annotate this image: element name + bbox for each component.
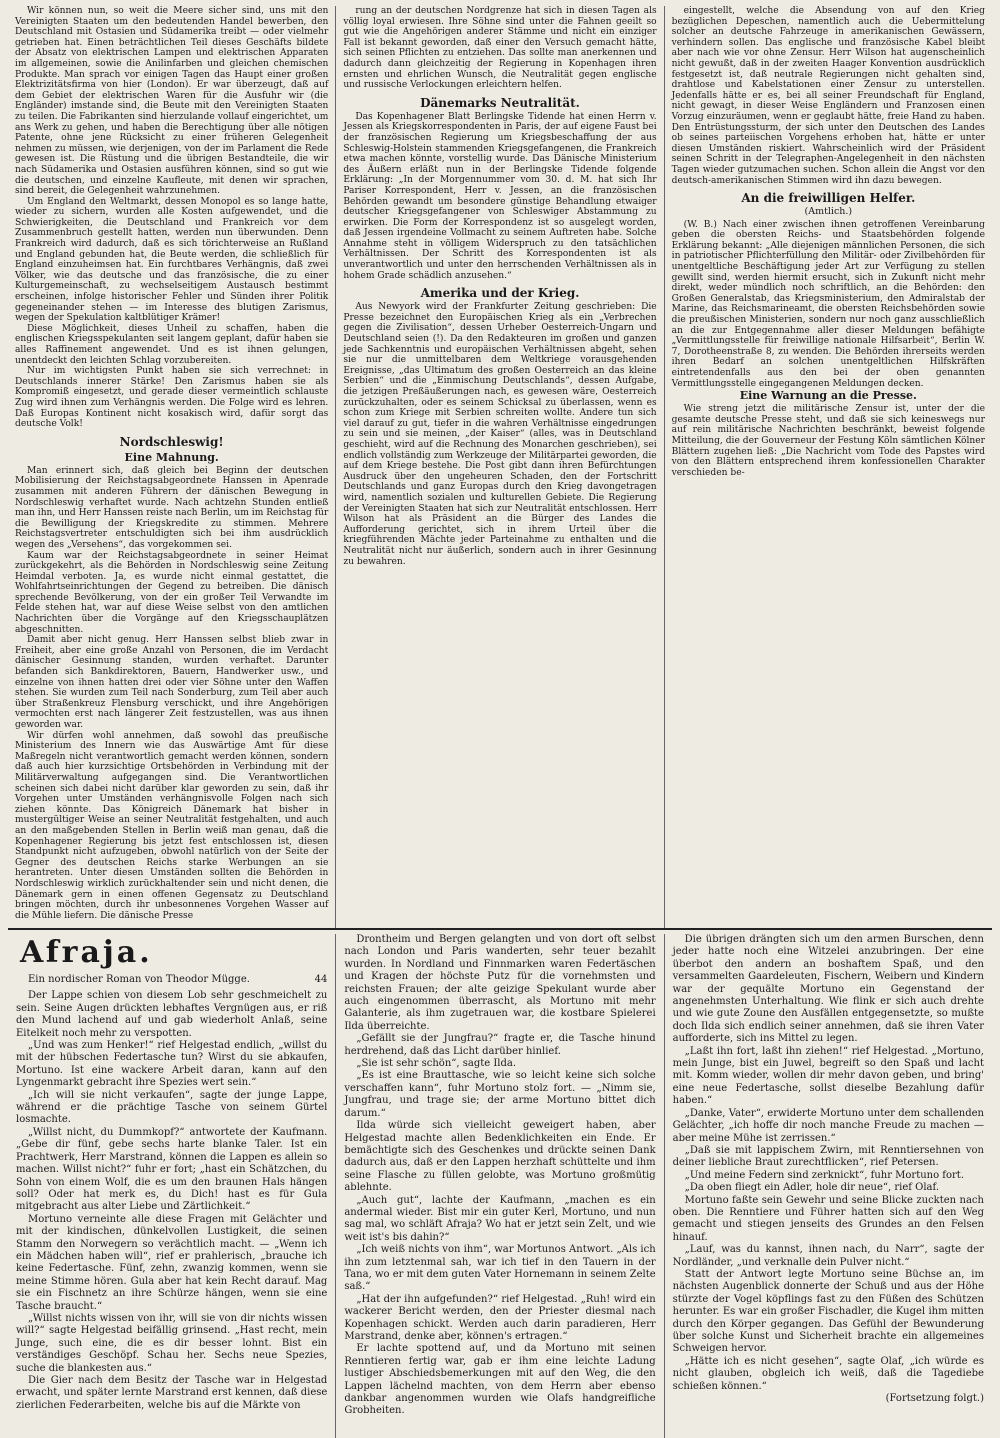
paragraph: Wir können nun, so weit die Meere sicher sind, uns mit den Vereinigten Staaten um den bedeutenden Handel bewerben, den Deutschland mit Ostasien und Südamerika treibt — oder vielmehr getrieben hat. Einen beträchtlichen Teil dieses Geschäfts bildete der Absatz von elektrischen Lampen und elektrischen Apparaten im allgemeinen, sowie die Anilinfarben und gleichen chemischen Produkte. Man sprach vor einigen Tagen das Haupt einer großen Elektrizitätsfirma von hier (London). Er war überzeugt, daß auf dem Gebiet der elektrischen Waren für die Ausfuhr wir (die Engländer) imstande sind, die Beute mit den Vereinigten Staaten zu teilen. Die Fabrikanten sind hierzulande vollauf eingerichtet, um ans Werk zu gehen, und haben die Berechtigung über alle nötigen Patente, ohne jene Rücksicht zu einer früheren Gelegenheit nehmen zu müssen, wie derjenigen, von der im Parlament die Rede gewesen ist. Die Rüstung und die übrigen Bestandteile, die wir nach Südamerika und Ostasien ausführen können, sind so gut wie die deutschen, und einzelne Kaufleute, mit denen wir sprachen, sind bereit, die Gelegenheit wahrzunehmen. (15, 6, 329, 197)
continuation-note: (Fortsetzung folgt.) (885, 1393, 984, 1405)
article-heading: Eine Warnung an die Presse. (739, 389, 917, 403)
novel-column-2 (335, 934, 663, 1438)
paragraph: Er lachte spottend auf, und da Mortuno mit seinen Renntieren fertig war, gab er ihm eine leichte Ladung lustiger Abschiedsbemerkungen mit auf den Weg, die den Lappen lächelnd machten, von dem Herrn aber ebenso dankbar angenommen wurden wie Olafs handgreifliche Grobheiten. (344, 1343, 656, 1417)
paragraph: „Daß sie mit lappischem Zwirn, mit Renntiersehnen von deiner liebliche Braut zurechtflicken“, rief Petersen. (672, 1144, 984, 1169)
novel-title: Afraja. (20, 935, 153, 970)
paragraph: Um England den Weltmarkt, dessen Monopol es so lange hatte, wieder zu sichern, wurden alle Kosten aufgewendet, und die Schwierigkeiten, die Deutschland und Frankreich vor dem Zusammenbruch gestellt hatten, werden nun überwunden. Denn Frankreich wird dadurch, daß es sich törichterweise an Rußland und England gebunden hat, die Beute werden, die schließlich für England einzuheimsen hat. Ein furchtbares Verhängnis, daß zwei Völker, wie das deutsche und das französische, die zu einer Kulturgemeinschaft, zu wechselseitigem Austausch bestimmt erscheinen, infolge historischer Fehler und Sünden ihrer Politik gegeneinander stehen — im Interesse des blutigen Zarismus, wegen der Spekulation kaltblütiger Krämer! (15, 196, 329, 324)
right-column (664, 6, 992, 928)
news-section (8, 6, 992, 930)
paragraph: „Hätte ich es nicht gesehen“, sagte Olaf, „ich würde es nicht glauben, obgleich ich weiß, daß die Tagediebe schießen können.“ (672, 1355, 984, 1392)
paragraph: „Auch gut“, lachte der Kaufmann, „machen es ein andermal wieder. Bist mir ein guter Kerl, Mortuno, und nun sag mal, wo schläft Afraja? Wo hat er jetzt sein Zelt, und wie weit ist's bis dahin?“ (344, 1194, 656, 1243)
paragraph: Die Gier nach dem Besitz der Tasche war in Helgestad erwacht, und später lernte Marstrand erst kennen, daß diese zierlichen Federarbeiten, welche bis auf die Märkte von (16, 1375, 328, 1411)
paragraph: Das Kopenhagener Blatt Berlingske Tidende hat einen Herrn v. Jessen als Kriegskorrespondenten in Paris, der auf eigene Faust bei der französischen Regierung um Kriegsbeschaffung der aus Schleswig-Holstein stammenden Kriegsgefangenen, die Frankreich etwa machen könnte, vorstellig wurde. Das Dänische Ministerium des Äußern erläßt nun in der Berlingske Tidende folgende Erklärung: „In der Morgennummer vom 30. d. M. hat sich Ihr Pariser Korrespondent, Herr v. Jessen, an die französischen Behörden gewandt um besondere günstige Behandlung etwaiger deutscher Kriegsgefangener von Schleswiger Abstammung zu erwirken. Die Form der Korrespondenz ist so ausgelegt worden, daß Jessen irgendeine Vollmacht zu seinem Auftreten habe. Solche Annahme steht in völligem Widerspruch zu den tatsächlichen Verhältnissen. Der Schritt des Korrespondenten ist als unverantwortlich und unter den herrschenden Verhältnissen als in hohem Grade schädlich anzusehen.“ (343, 111, 657, 281)
paragraph: Drontheim und Bergen gelangten und von dort oft selbst nach London und Paris wanderten, sehr teuer bezahlt wurden. In Nordland und Finnmarken waren Federtäschen und Kragen der höchste Putz für die vornehmsten und reichsten Frauen; der alte geizige Spekulant wurde aber auch eingenommen überrascht, als Mortuno mit mehr Galanterie, als ihm zugetrauen war, die kostbare Spielerei Ilda überreichte. (344, 934, 656, 1032)
paragraph: „Danke, Vater“, erwiderte Mortuno unter dem schallenden Gelächter, „ich hoffe dir noch manche Freude zu machen — aber meine Mühe ist zerrissen.“ (672, 1107, 984, 1144)
paragraph: „Ich will sie nicht verkaufen“, sagte der junge Lappe, während er die prächtige Tasche von seinem Gürtel losmachte. (16, 1089, 328, 1126)
novel-byline (16, 974, 327, 986)
paragraph: Statt der Antwort legte Mortuno seine Büchse an, im nächsten Augenblick donnerte der Schuß und aus der Höhe stürzte der Vogel köpflings fast zu den Füßen des Schützen herunter. Es war ein großer Fischadler, die Kugel ihm mitten durch den Körper gegangen. Das Gefühl der Bewunderung über solche Kunst und Sicherheit brachte ein allgemeines Schweigen hervor. (672, 1268, 984, 1355)
paragraph: Mortuno verneinte alle diese Fragen mit Gelächter und mit der kindischen, dünkelvollen Lustigkeit, die seinen Stamm den Norwegern so verächtlich macht. — „Wenn ich ein Mädchen haben will“, rief er prahlerisch, „brauche ich keine Federtasche. Fünf, zehn, zwanzig kommen, wenn sie meine Stimme hören. Gula aber hat kein Recht darauf. Mag sie ein Fischnetz an ihre Schürze hängen, wenn sie eine Tasche braucht.“ (16, 1213, 328, 1312)
paragraph: Die übrigen drängten sich um den armen Burschen, denn jeder hatte noch eine Witzelei anzubringen. Der eine überbot den andern an boshaftem Spaß, und den versammelten Gaardeleuten, Fischern, Weibern und Kindern war der gequälte Mortuno ein Gegenstand der angenehmsten Unterhaltung. Wie flink er sich auch drehte und wie gute Zoune den Ausfällen entgegensetzte, so mußte doch Ilda sich endlich seiner annehmen, daß sie ihren Vater aufforderte, sich ins Mittel zu legen. (672, 934, 984, 1045)
paragraph: „Hat der ihn aufgefunden?“ rief Helgestad. „Ruh! wird ein wackerer Bericht werden, den der Priester diesmal nach Kopenhagen schickt. Werden auch darin paradieren, Herr Marstrand, denke aber, können's ertragen.“ (344, 1293, 656, 1342)
paragraph: „Da oben fliegt ein Adler, hole dir neue“, rief Olaf. (684, 1182, 940, 1194)
paragraph: Nur im wichtigsten Punkt haben sie sich verrechnet: in Deutschlands innerer Stärke! Den Zarismus haben sie als Kompromiß eingesetzt, und gerade dieser vermeintlich schlauste Zug wird ihnen zum Verhängnis werden. Die Folge wird es lehren. Daß Europas Kontinent nicht kosakisch wird, dafür sorgt das deutsche Volk! (15, 366, 329, 430)
paragraph: „Laßt ihn fort, laßt ihn ziehen!“ rief Helgestad. „Mortuno, mein Junge, bist ein Juwel, begreift so den Spaß und lacht mit. Komm wieder, wollen dir mehr davon geben, und bring' eine neue Federtasche, sollst dieselbe Bezahlung dafür haben.“ (672, 1045, 984, 1107)
paragraph: „Ich weiß nichts von ihm“, war Mortunos Antwort. „Als ich ihn zum letztenmal sah, war ich tief in den Tauern in der Tana, wo er mit dem guten Vater Hornemann in seinem Zelte saß.“ (344, 1244, 656, 1293)
novel-section (8, 930, 992, 1438)
paragraph: „Gefällt sie der Jungfrau?“ fragte er, die Tasche hinund herdrehend, daß das Licht darüber hinlief. (344, 1033, 656, 1057)
paragraph: „Und meine Federn sind zerknickt“, fuhr Mortuno fort. (684, 1169, 964, 1181)
installment-number: 44 (314, 974, 328, 985)
paragraph: Man erinnert sich, daß gleich bei Beginn der deutschen Mobilisierung der Reichstagsabgeordnete Hanssen in Apenrade zusammen mit anderen Führern der dänischen Bewegung in Nordschleswig verhaftet wurde. Nach achtzehn Stunden entließ man ihn, und Herr Hanssen reiste nach Berlin, um im Reichstag für die Bewilligung der Kriegskredite zu stimmen. Mehrere Reichstagsvertreter entschuldigten sich bei ihm ausdrücklich wegen des „Versehens“, das vorgekommen sei. (15, 465, 329, 550)
paragraph: (W. B.) Nach einer zwischen ihnen getroffenen Vereinbarung geben die obersten Reichs- und Staatsbehörden folgende Erklärung bekannt: „Alle diejenigen männlichen Personen, die sich in patriotischer Pflichterfüllung den Militär- oder Zivilbehörden für unentgeltliche Beschäftigung jeder Art zur Verfügung zu stellen gewillt sind, werden hiermit ersucht, sich in Zukunft nicht mehr direkt, weder mündlich noch schriftlich, an die Behörden: den Großen Generalstab, das Kriegsministerium, den Admiralstab der Marine, das Reichsmarineamt, die obersten Reichsbehörden sowie die preußischen Ministerien, sondern nur noch ganz ausschließlich an die zur Entgegennahme aller dieser Meldungen befähigte „Vermittlungsstelle für freiwillige nationale Hilfsarbeit“, Berlin W. 7, Dorotheenstraße 8, zu wenden. Die Behörden ihrerseits werden ihren Bedarf an solchen unentgeltlichen Hilfskräften eintretendenfalls aus den bei der oben genannten Vermittlungsstelle eingegangenen Meldungen decken. (671, 219, 985, 389)
left-column (8, 6, 335, 928)
paragraph: Diese Möglichkeit, dieses Unheil zu schaffen, haben die englischen Kriegsspekulanten seit langem geplant, dafür haben sie alles Raffinement angewendet. Und es ist ihnen gelungen, unentdeckt den leichten Schlag vorzubereiten. (15, 323, 329, 366)
paragraph: Kaum war der Reichstagsabgeordnete in seiner Heimat zurückgekehrt, als die Behörden in Nordschleswig seine Zeitung Heimdal verboten. Ja, es wurde nicht einmal gestattet, die Wohlfahrtseinrichtungen der Gegend zu betreiben. Die dänisch sprechende Bevölkerung, von der ein großer Teil Verwandte im Felde stehen hat, war auf diese Weise selbst von den amtlichen Nachrichten über die Vorgänge auf den Kriegsschauplätzen abgeschnitten. (15, 550, 329, 635)
paragraph: Der Lappe schien von diesem Lob sehr geschmeichelt zu sein. Seine Augen drückten lebhaftes Vergnügen aus, er riß den Mund lachend auf und gab wiederholt Anlaß, seine Eitelkeit noch mehr zu verspotten. (16, 990, 328, 1039)
novel-column-3 (664, 934, 992, 1438)
paragraph: „Willst nichts wissen von ihr, will sie von dir nichts wissen will?“ sagte Helgestad beifällig grinsend. „Hast recht, mein Junge, such eine, die es dir besser lohnt. Bist ein verständiges Geschöpf. Schau her. Sechs neue Spezies, suche die blankesten aus.“ (16, 1312, 328, 1374)
paragraph: Ilda würde sich vielleicht geweigert haben, aber Helgestad machte allen Bedenklichkeiten ein Ende. Er bemächtigte sich des Geschenkes und drückte seinen Dank dadurch aus, daß er den Lappen herzhaft schüttelte und ihm seine Flasche zu füllen gelobte, was Mortuno großmütig ablehnte. (344, 1120, 656, 1194)
paragraph: „Es ist eine Brauttasche, wie so leicht keine sich solche verschaffen kann“, fuhr Mortuno stolz fort. — „Nimm sie, Jungfrau, und trage sie; der arme Mortuno bittet dich darum.“ (344, 1070, 656, 1119)
paragraph: „Und was zum Henker!“ rief Helgestad endlich, „willst du mit der hübschen Federtasche tun? Wirst du sie abkaufen, Mortuno. Ist eine wackere Arbeit daran, kann auf den Lyngenmarkt gebracht ihre Spezies wert sein.“ (16, 1040, 328, 1089)
paragraph: rung an der deutschen Nordgrenze hat sich in diesen Tagen als völlig loyal erwiesen. Ihre Söhne sind unter die Fahnen geeilt so gut wie die Angehörigen anderer Stämme und nicht ein einziger Fall ist bekannt geworden, daß einer den Versuch gemacht hätte, sich seinen Pflichten zu entziehen. Das sollte man anerkennen und dadurch dann gleichzeitig der Regierung in Kopenhagen ihren ernsten und ehrlichen Wunsch, die Neutralität gegen englische und russische Verlockungen erleichtern helfen. (343, 6, 657, 91)
paragraph: „Willst nicht, du Dummkopf?“ antwortete der Kaufmann. „Gebe dir fünf, gebe sechs harte blanke Taler. Ist ein Prachtwerk, Herr Marstrand, können die Lappen es allein so machen. Willst nicht?“ fuhr er fort; „hast ein Schätzchen, du Sohn von einem Wolf, die es um den braunen Hals hängen soll? Oder hat merk es, du Dich! hast es für Gula mitgebracht aus alter Liebe und Zärtlichkeit.“ (16, 1126, 328, 1213)
middle-column (335, 6, 663, 928)
novel-column-1 (8, 934, 335, 1438)
article-subheading: Eine Mahnung. (124, 450, 219, 464)
paragraph: „Sie ist sehr schön“, sagte Ilda. (356, 1058, 517, 1070)
article-heading: An die freiwilligen Helfer. (741, 191, 916, 206)
paragraph: Wie streng jetzt die militärische Zensur ist, unter der die gesamte deutsche Presse steht, und daß sie sich keineswegs nur auf rein militärische Nachrichten beschränkt, beweist folgende Mitteilung, die der Gouverneur der Festung Köln sämtlichen Kölner Blättern zugehen ließ: „Die Nachricht vom Tode des Papstes wird von den Blättern entsprechend ihrem konfessionellen Charakter verschieden be- (671, 404, 985, 478)
novel-subtitle: Ein nordischer Roman von Theodor Mügge. (28, 974, 250, 985)
paragraph: „Lauf, was du kannst, ihnen nach, du Narr“, sagte der Nordländer, „und verknalle dein Pulver nicht.“ (672, 1244, 984, 1268)
paragraph: Mortuno faßte sein Gewehr und seine Blicke zuckten nach oben. Die Renntiere und Führer hatten sich auf den Weg gemacht und stiegen jenseits des Grundes an den Felsen hinauf. (672, 1194, 984, 1243)
paragraph: eingestellt, welche die Absendung von auf den Krieg bezüglichen Depeschen, namentlich auch die Uebermittelung solcher an deutsche Fahrzeuge in amerikanischen Gewässern, verhindern sollen. Das englische und französische Kabel bleibt aber nach wie vor ohne Zensur. Herr Wilson hat augenscheinlich nicht gewußt, daß in der zweiten Haager Konvention ausdrücklich festgesetzt ist, daß neutrale Regierungen nicht gehalten sind, drahtlose und Kabelstationen einer Zensur zu unterstellen. Jedenfalls hätte er es, bei all seiner Freundschaft für England, nicht gewagt, in dieser Weise Engländern und Franzosen einen Vorzug einzuräumen, wenn er geglaubt hätte, freie Hand zu haben. Den Entrüstungssturm, der sich unter den Deutschen des Landes ob seines parteiischen Vorgehens erhoben hat, hätte er unter diesen Umständen riskiert. Wahrscheinlich wird der Präsident seinen Schritt in der Telegraphen-Angelegenheit in den nächsten Tagen wieder gutzumachen suchen. Schon allein die Angst vor den deutsch-amerikanischen Stimmen wird ihn dazu bewegen. (671, 6, 985, 186)
article-heading: Amerika und der Krieg. (420, 286, 580, 301)
paragraph: Wir dürfen wohl annehmen, daß sowohl das preußische Ministerium des Innern wie das Auswärtige Amt für diese Maßregeln nicht verantwortlich gemacht werden können, sondern daß auch hier kurzsichtige Ortsbehörden in Verbindung mit der Militärverwaltung aufgegangen sind. Die Verantwortlichen scheinen sich dabei nicht darüber klar geworden zu sein, daß ihr Vorgehen unter Umständen verhängnisvolle Folgen nach sich ziehen könnte. Das Königreich Dänemark hat bisher in mustergültiger Weise an seiner Neutralität festgehalten, und auch an den maßgebenden Stellen in Berlin weiß man genau, daß die Kopenhagener Regierung bis jetzt fest entschlossen ist, diesen Standpunkt nicht aufzugeben, obwohl natürlich von der Seite der Gegner des deutschen Reichs starke Werbungen an sie herantreten. Unter diesen Umständen sollten die Behörden in Nordschleswig wirklich zurückhaltender sein und nicht denen, die Dänemark gern in einen offenen Gegensatz zu Deutschland bringen möchten, durch ihr unbesonnenes Vorgehen Wasser auf die Mühle liefern. Die dänische Presse (15, 730, 329, 921)
article-subheading: (Amtlich.) (804, 206, 853, 218)
article-heading: Nordschleswig! (119, 434, 224, 449)
paragraph: Aus Newyork wird der Frankfurter Zeitung geschrieben: Die Presse bezeichnet den Europäischen Krieg als ein „Verbrechen gegen die Zivilisation“, dessen Urheber Oesterreich-Ungarn und Deutschland seien (!). Da den Redakteuren im großen und ganzen jede Sachkenntnis und europäischen Verhältnissen abgeht, sehen sie nur die unmittelbaren dem Weltkriege vorausgehenden Ereignisse, „das Ultimatum des großen Oesterreich an das kleine Serbien“ und die „Einmischung Deutschlands“, dessen Aufgabe, die jetzigen Preßäußerungen nach, es gewesen wäre, Oesterreich zurückzuhalten, oder es seinem Schicksal zu überlassen, wenn es schon zum Kriege mit Serbien schreiten wollte. Andere tun sich viel darauf zu gut, tiefer in die wahren Verhältnisse eingedrungen zu sein und sie meinen, „der Kaiser“ (alles, was in Deutschland geschieht, wird auf die Rechnung des Monarchen geschrieben), sei endlich vollständig zum Werkzeuge der Militärpartei geworden, die auf dem Kriege bestehe. Die Post gibt dann ihren Befürchtungen Ausdruck über den ungeheuren Schaden, den der Fortschritt Deutschlands und ganz Europas durch den Krieg davongetragen wird, namentlich sozialen und kulturellen Gebiete. Die Regierung der Vereinigten Staaten hat sich zur Neutralität entschlossen. Herr Wilson hat als Präsident an die Bürger des Landes die Aufforderung gerichtet, sich in ihrem Urteil über die kriegführenden Mächte jeder Parteinahme zu enthalten und die Neutralität nicht nur äußerlich, sondern auch in ihrer Gesinnung zu bewahren. (343, 302, 657, 567)
article-heading: Dänemarks Neutralität. (420, 95, 580, 110)
paragraph: Damit aber nicht genug. Herr Hanssen selbst blieb zwar in Freiheit, aber eine große Anzahl von Personen, die im Verdacht dänischer Gesinnung standen, wurden verhaftet. Darunter befanden sich Bankdirektoren, Bauern, Handwerker usw., und einzelne von ihnen hatten drei oder vier Söhne unter den Waffen stehen. Sie wurden zum Teil nach Sonderburg, zum Teil aber auch über Straßenkreuz Flensburg verschickt, und ihre Angehörigen vermochten erst nach längerer Zeit festzustellen, was aus ihnen geworden war. (15, 635, 329, 730)
